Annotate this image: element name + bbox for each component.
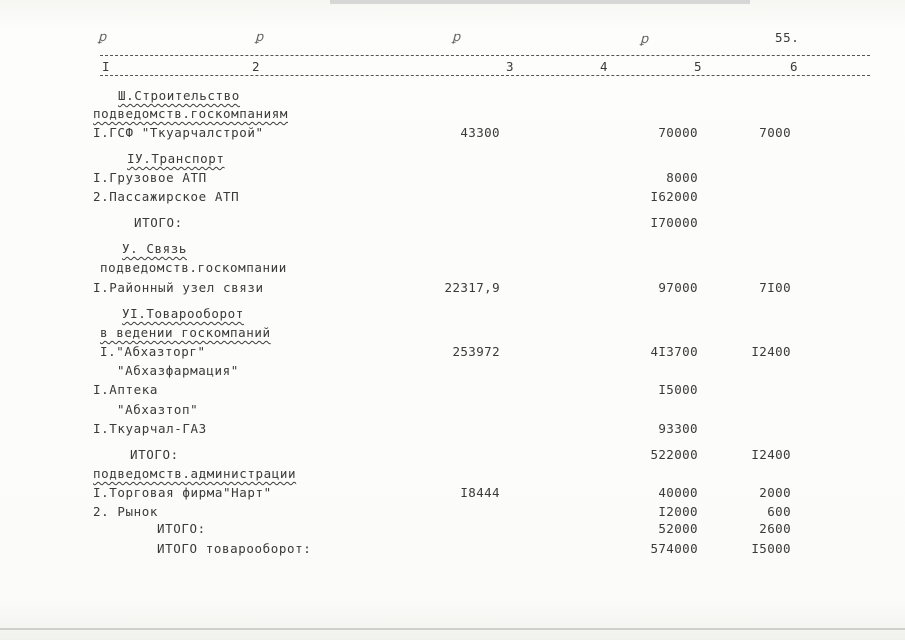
value-col-5: 97000 [658, 280, 698, 295]
column-number-6: 6 [790, 59, 798, 74]
value-col-5: 40000 [658, 485, 698, 500]
row-label: I.Аптека [93, 382, 159, 397]
value-col-5: I70000 [650, 215, 698, 230]
row-label: I.Торговая фирма"Нарт" [93, 485, 272, 500]
value-col-6: 2000 [759, 485, 791, 500]
value-col-5: 574000 [650, 541, 698, 556]
row-label: У. Связь [122, 241, 188, 256]
column-number-4: 4 [600, 59, 608, 74]
row-label: ИТОГО товарооборот: [157, 541, 312, 556]
value-col-5: I2000 [658, 504, 698, 519]
row-label: I.Грузовое АТП [93, 170, 207, 185]
row-label: "Абхазтоп" [117, 402, 199, 417]
row-label: Ш.Строительство [118, 88, 240, 103]
row-label: I."Абхазторг" [100, 344, 206, 359]
row-label: в ведении госкомпаний [100, 325, 271, 340]
handwritten-mark: ꝑ [255, 30, 264, 45]
row-label: ИТОГО: [130, 447, 179, 462]
page-number: 55. [775, 30, 800, 45]
handwritten-mark: ꝑ [98, 30, 107, 45]
value-col-5: 93300 [658, 421, 698, 436]
page-edge-shadow [0, 628, 905, 630]
page-edge-shadow [330, 0, 750, 4]
column-number-2: 2 [252, 59, 260, 74]
value-col-3: 22317,9 [444, 280, 500, 295]
value-col-5: I5000 [658, 382, 698, 397]
handwritten-mark: ꝑ [452, 30, 461, 45]
row-label: "Абхазфармация" [117, 363, 239, 378]
row-label: подведомств.госкомпаниям [93, 106, 289, 121]
value-col-6: 2600 [759, 521, 791, 536]
header-top-rule [100, 55, 870, 56]
value-col-3: 43300 [460, 125, 500, 140]
row-label: I.Ткуарчал-ГАЗ [93, 421, 207, 436]
value-col-6: 600 [767, 504, 791, 519]
row-label: ИТОГО: [134, 215, 183, 230]
row-label: 2.Пассажирское АТП [93, 189, 240, 204]
row-label: IУ.Транспорт [127, 151, 225, 166]
row-label: подведомств.администрации [93, 466, 297, 481]
value-col-6: 7I00 [759, 280, 791, 295]
row-label: УI.Товарооборот [122, 306, 244, 321]
row-label: ИТОГО: [157, 521, 206, 536]
value-col-6: I2400 [751, 447, 791, 462]
row-label: подведомств.госкомпании [100, 260, 287, 275]
column-number-5: 5 [694, 59, 702, 74]
handwritten-mark: ꝑ [640, 32, 649, 47]
row-label: I.Районный узел связи [93, 280, 264, 295]
value-col-5: 70000 [658, 125, 698, 140]
value-col-5: I62000 [650, 189, 698, 204]
header-bottom-rule [100, 75, 870, 76]
value-col-6: 7000 [759, 125, 791, 140]
value-col-5: 52000 [658, 521, 698, 536]
value-col-3: I8444 [460, 485, 500, 500]
value-col-6: I2400 [751, 344, 791, 359]
value-col-3: 253972 [452, 344, 500, 359]
value-col-6: I5000 [751, 541, 791, 556]
column-number-1: I [102, 59, 110, 74]
column-number-3: 3 [506, 59, 514, 74]
row-label: 2. Рынок [93, 504, 159, 519]
value-col-5: 4I3700 [650, 344, 698, 359]
value-col-5: 522000 [650, 447, 698, 462]
value-col-5: 8000 [666, 170, 698, 185]
row-label: I.ГСФ "Ткуарчалстрой" [93, 125, 264, 140]
